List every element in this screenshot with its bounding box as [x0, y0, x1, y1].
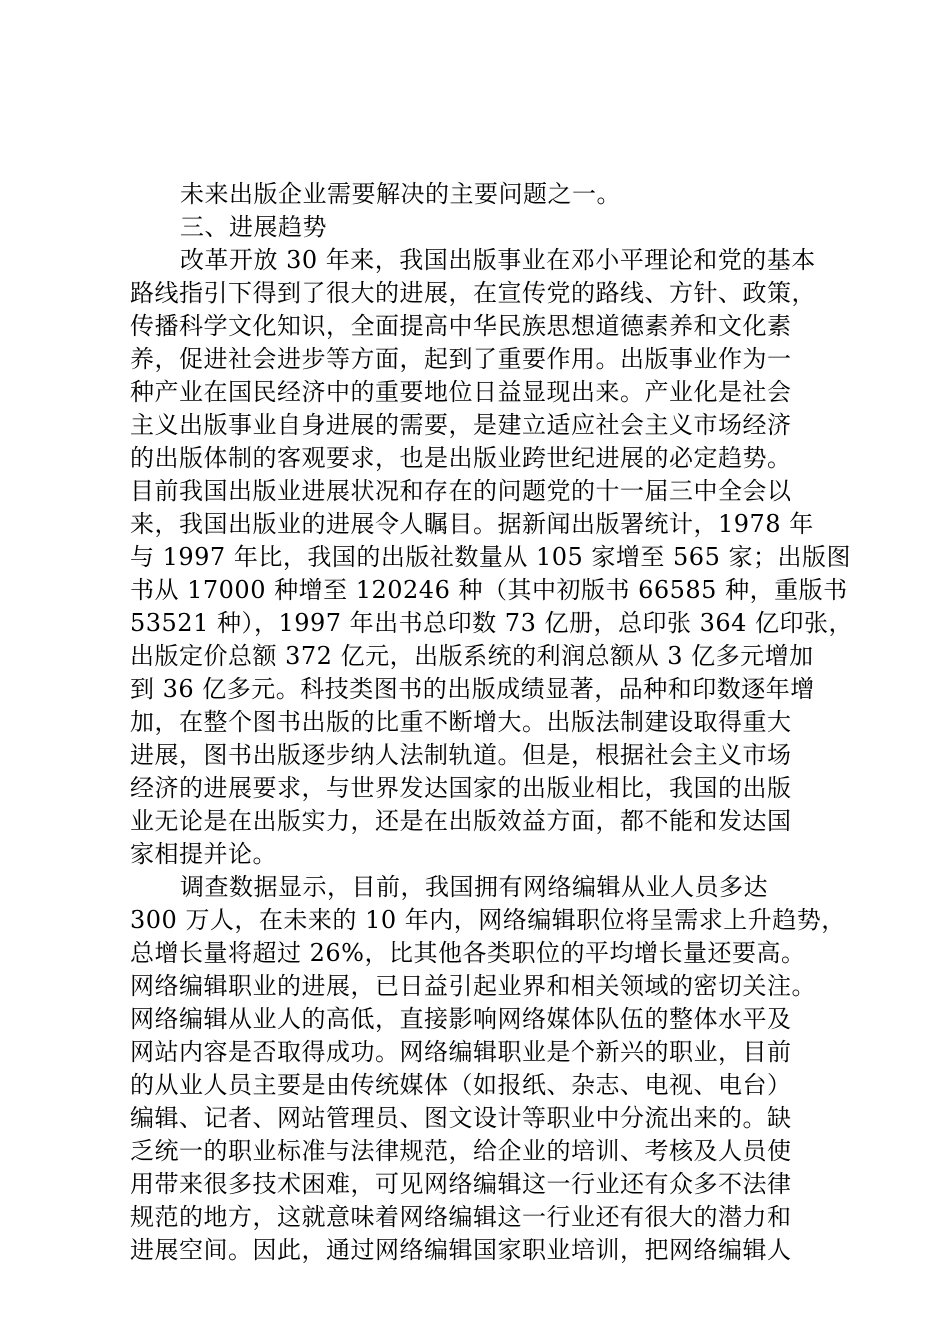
text-line: 养，促进社会进步等方面，起到了重要作用。出版事业作为一	[130, 345, 792, 373]
text-line: 53521 种），1997 年出书总印数 73 亿册，总印张 364 亿印张，	[130, 609, 854, 637]
text-line: 总增长量将超过 26%，比其他各类职位的平均增长量还要高。	[130, 939, 806, 967]
text-line: 进展，图书出版逐步纳人法制轨道。但是，根据社会主义市场	[130, 741, 792, 769]
text-line: 未来出版企业需要解决的主要问题之一。	[180, 180, 621, 208]
text-line: 的出版体制的客观要求，也是出版业跨世纪进展的必定趋势。	[130, 444, 792, 472]
text-line: 业无论是在出版实力，还是在出版效益方面，都不能和发达国	[130, 807, 792, 835]
text-line: 主义出版事业自身进展的需要，是建立适应社会主义市场经济	[130, 411, 792, 439]
text-line: 目前我国出版业进展状况和存在的问题党的十一届三中全会以	[130, 477, 792, 505]
text-line: 编辑、记者、网站管理员、图文设计等职业中分流出来的。缺	[130, 1104, 792, 1132]
text-line: 种产业在国民经济中的重要地位日益显现出来。产业化是社会	[130, 378, 792, 406]
text-line: 进展空间。因此，通过网络编辑国家职业培训，把网络编辑人	[130, 1236, 792, 1264]
text-line: 用带来很多技术困难，可见网络编辑这一行业还有众多不法律	[130, 1170, 792, 1198]
text-line: 路线指引下得到了很大的进展，在宣传党的路线、方针、政策，	[130, 279, 816, 307]
text-line: 乏统一的职业标准与法律规范，给企业的培训、考核及人员使	[130, 1137, 792, 1165]
text-line: 调查数据显示，目前，我国拥有网络编辑从业人员多达	[180, 873, 768, 901]
section-heading: 三、进展趋势	[180, 213, 327, 241]
text-line: 网络编辑从业人的高低，直接影响网络媒体队伍的整体水平及	[130, 1005, 792, 1033]
text-line: 出版定价总额 372 亿元，出版系统的利润总额从 3 亿多元增加	[130, 642, 814, 670]
text-line: 加，在整个图书出版的比重不断增大。出版法制建设取得重大	[130, 708, 792, 736]
text-line: 改革开放 30 年来，我国出版事业在邓小平理论和党的基本	[180, 246, 816, 274]
text-line: 经济的进展要求，与世界发达国家的出版业相比，我国的出版	[130, 774, 792, 802]
text-line: 网络编辑职业的进展，已日益引起业界和相关领域的密切关注。	[130, 972, 816, 1000]
text-line: 家相提并论。	[130, 840, 277, 868]
text-line: 与 1997 年比，我国的出版社数量从 105 家增至 565 家；出版图	[130, 543, 851, 571]
text-line: 到 36 亿多元。科技类图书的出版成绩显著，品种和印数逐年增	[130, 675, 815, 703]
text-line: 传播科学文化知识，全面提高中华民族思想道德素养和文化素	[130, 312, 792, 340]
text-line: 规范的地方，这就意味着网络编辑这一行业还有很大的潜力和	[130, 1203, 792, 1231]
text-line: 300 万人，在未来的 10 年内，网络编辑职位将呈需求上升趋势，	[130, 906, 846, 934]
text-line: 来，我国出版业的进展令人瞩目。据新闻出版署统计，1978 年	[130, 510, 814, 538]
text-line: 的从业人员主要是由传统媒体（如报纸、杂志、电视、电台）	[130, 1071, 792, 1099]
text-line: 书从 17000 种增至 120246 种（其中初版书 66585 种，重版书	[130, 576, 848, 604]
text-line: 网站内容是否取得成功。网络编辑职业是个新兴的职业，目前	[130, 1038, 792, 1066]
